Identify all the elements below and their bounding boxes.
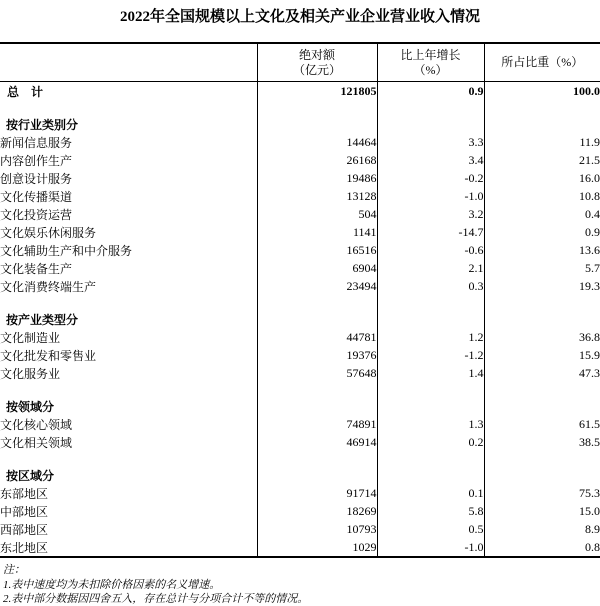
table-row (0, 205, 600, 223)
cell-growth (377, 397, 484, 415)
row-label: 东北地区 (0, 540, 49, 555)
cell-absolute: 74891 (257, 415, 377, 433)
column-header-share: 所占比重（%） (484, 43, 600, 82)
row-label: 文化服务业 (0, 366, 61, 381)
cell-share (484, 451, 600, 466)
cell-growth: 0.1 (377, 484, 484, 502)
cell-absolute (257, 451, 377, 466)
cell-growth: 3.2 (377, 205, 484, 223)
cell-growth: 1.3 (377, 415, 484, 433)
cell-share (484, 310, 600, 328)
cell-share (484, 397, 600, 415)
cell-growth: -0.6 (377, 241, 484, 259)
header-row (0, 43, 600, 82)
table-row (0, 259, 600, 277)
cell-share (484, 466, 600, 484)
cell-absolute: 57648 (257, 364, 377, 382)
cell-growth (377, 115, 484, 133)
cell-absolute: 91714 (257, 484, 377, 502)
cell-absolute: 44781 (257, 328, 377, 346)
row-label (0, 451, 257, 466)
cell-growth: 0.2 (377, 433, 484, 451)
row-label: 文化消费终端生产 (0, 279, 97, 294)
table-row (0, 520, 600, 538)
cell-growth (377, 451, 484, 466)
cell-growth: 0.5 (377, 520, 484, 538)
cell-share: 11.9 (484, 133, 600, 151)
row-label: 文化装备生产 (0, 261, 73, 276)
table-row (0, 151, 600, 169)
cell-absolute: 121805 (257, 82, 377, 101)
table-row (0, 346, 600, 364)
row-label: 按行业类别分 (6, 117, 79, 132)
cell-absolute: 1029 (257, 538, 377, 557)
cell-absolute: 10793 (257, 520, 377, 538)
cell-share: 0.4 (484, 205, 600, 223)
cell-growth: 2.1 (377, 259, 484, 277)
table-row (0, 382, 600, 397)
row-label: 文化核心领域 (0, 417, 73, 432)
row-label: 东部地区 (0, 486, 49, 501)
column-header-absolute-line2: （亿元） (292, 62, 341, 77)
cell-absolute (257, 466, 377, 484)
cell-growth: -14.7 (377, 223, 484, 241)
table-row (0, 538, 600, 557)
cell-growth: 1.2 (377, 328, 484, 346)
cell-share: 15.9 (484, 346, 600, 364)
table-row (0, 484, 600, 502)
table-row (0, 397, 600, 415)
cell-growth: -1.2 (377, 346, 484, 364)
row-label: 文化传播渠道 (0, 189, 73, 204)
cell-share (484, 115, 600, 133)
table-row (0, 433, 600, 451)
cell-growth: 3.3 (377, 133, 484, 151)
cell-share: 19.3 (484, 277, 600, 295)
cell-absolute: 14464 (257, 133, 377, 151)
note-line: 2.表中部分数据因四舍五入，存在总计与分项合计不等的情况。 (3, 593, 309, 605)
table-row (0, 466, 600, 484)
cell-growth: -1.0 (377, 538, 484, 557)
revenue-table (0, 42, 600, 558)
cell-absolute: 19376 (257, 346, 377, 364)
column-header-absolute (257, 43, 377, 82)
column-header-growth (377, 43, 484, 82)
cell-share: 16.0 (484, 169, 600, 187)
row-label: 中部地区 (0, 504, 49, 519)
row-label (0, 100, 257, 115)
column-header-growth-line1: 比上年增长 (400, 47, 461, 62)
cell-absolute: 16516 (257, 241, 377, 259)
note-line: 1.表中速度均为未扣除价格因素的名义增速。 (3, 578, 221, 591)
table-row (0, 502, 600, 520)
cell-share: 100.0 (484, 82, 600, 101)
cell-growth: -1.0 (377, 187, 484, 205)
cell-absolute: 46914 (257, 433, 377, 451)
table-row (0, 223, 600, 241)
table-row (0, 82, 600, 101)
row-label: 创意设计服务 (0, 171, 73, 186)
row-label: 按区域分 (6, 468, 55, 483)
table-row (0, 187, 600, 205)
notes (0, 558, 600, 606)
cell-share: 10.8 (484, 187, 600, 205)
column-header-absolute-line1: 绝对额 (298, 47, 335, 62)
row-label: 按产业类型分 (6, 312, 79, 327)
cell-absolute: 1141 (257, 223, 377, 241)
cell-share: 8.9 (484, 520, 600, 538)
row-label: 文化制造业 (0, 330, 61, 345)
cell-absolute: 18269 (257, 502, 377, 520)
cell-absolute (257, 397, 377, 415)
table-row (0, 328, 600, 346)
row-label: 文化辅助生产和中介服务 (0, 243, 133, 258)
cell-absolute (257, 382, 377, 397)
cell-share: 13.6 (484, 241, 600, 259)
table-row (0, 364, 600, 382)
row-label: 西部地区 (0, 522, 49, 537)
cell-absolute (257, 115, 377, 133)
cell-growth: 0.3 (377, 277, 484, 295)
cell-growth: -0.2 (377, 169, 484, 187)
cell-share (484, 295, 600, 310)
page-title: 2022年全国规模以上文化及相关产业企业营业收入情况 (119, 9, 480, 25)
cell-absolute: 13128 (257, 187, 377, 205)
row-label: 文化娱乐休闲服务 (0, 225, 97, 240)
row-label: 总 计 (7, 84, 44, 99)
notes-label: 注： (3, 564, 25, 576)
table-row (0, 415, 600, 433)
cell-growth: 0.9 (377, 82, 484, 101)
table-row (0, 295, 600, 310)
cell-share (484, 100, 600, 115)
cell-absolute (257, 295, 377, 310)
cell-growth (377, 295, 484, 310)
cell-growth: 5.8 (377, 502, 484, 520)
table-row (0, 115, 600, 133)
row-label: 文化批发和零售业 (0, 348, 97, 363)
cell-share: 5.7 (484, 259, 600, 277)
cell-share: 38.5 (484, 433, 600, 451)
cell-growth (377, 382, 484, 397)
cell-share: 15.0 (484, 502, 600, 520)
cell-share (484, 382, 600, 397)
column-header-category (0, 43, 257, 82)
row-label (0, 382, 257, 397)
cell-growth (377, 100, 484, 115)
column-header-growth-line2: （%） (413, 62, 448, 77)
table-body (0, 82, 600, 558)
cell-absolute: 26168 (257, 151, 377, 169)
cell-absolute: 504 (257, 205, 377, 223)
cell-absolute: 23494 (257, 277, 377, 295)
table-row (0, 169, 600, 187)
row-label (0, 295, 257, 310)
cell-share: 36.8 (484, 328, 600, 346)
table-row (0, 310, 600, 328)
row-label: 新闻信息服务 (0, 135, 73, 150)
cell-share: 61.5 (484, 415, 600, 433)
cell-growth: 3.4 (377, 151, 484, 169)
cell-share: 75.3 (484, 484, 600, 502)
cell-growth: 1.4 (377, 364, 484, 382)
cell-share: 47.3 (484, 364, 600, 382)
table-row (0, 241, 600, 259)
row-label: 内容创作生产 (0, 153, 73, 168)
cell-absolute: 19486 (257, 169, 377, 187)
row-label: 文化投资运营 (0, 207, 73, 222)
row-label: 文化相关领域 (0, 435, 73, 450)
cell-absolute (257, 310, 377, 328)
cell-share: 0.8 (484, 538, 600, 557)
row-label: 按领域分 (6, 399, 55, 414)
cell-growth (377, 466, 484, 484)
table-row (0, 277, 600, 295)
table-row (0, 133, 600, 151)
cell-absolute (257, 100, 377, 115)
cell-growth (377, 310, 484, 328)
cell-absolute: 6904 (257, 259, 377, 277)
cell-share: 0.9 (484, 223, 600, 241)
table-row (0, 451, 600, 466)
table-header (0, 43, 600, 82)
table-row (0, 100, 600, 115)
cell-share: 21.5 (484, 151, 600, 169)
